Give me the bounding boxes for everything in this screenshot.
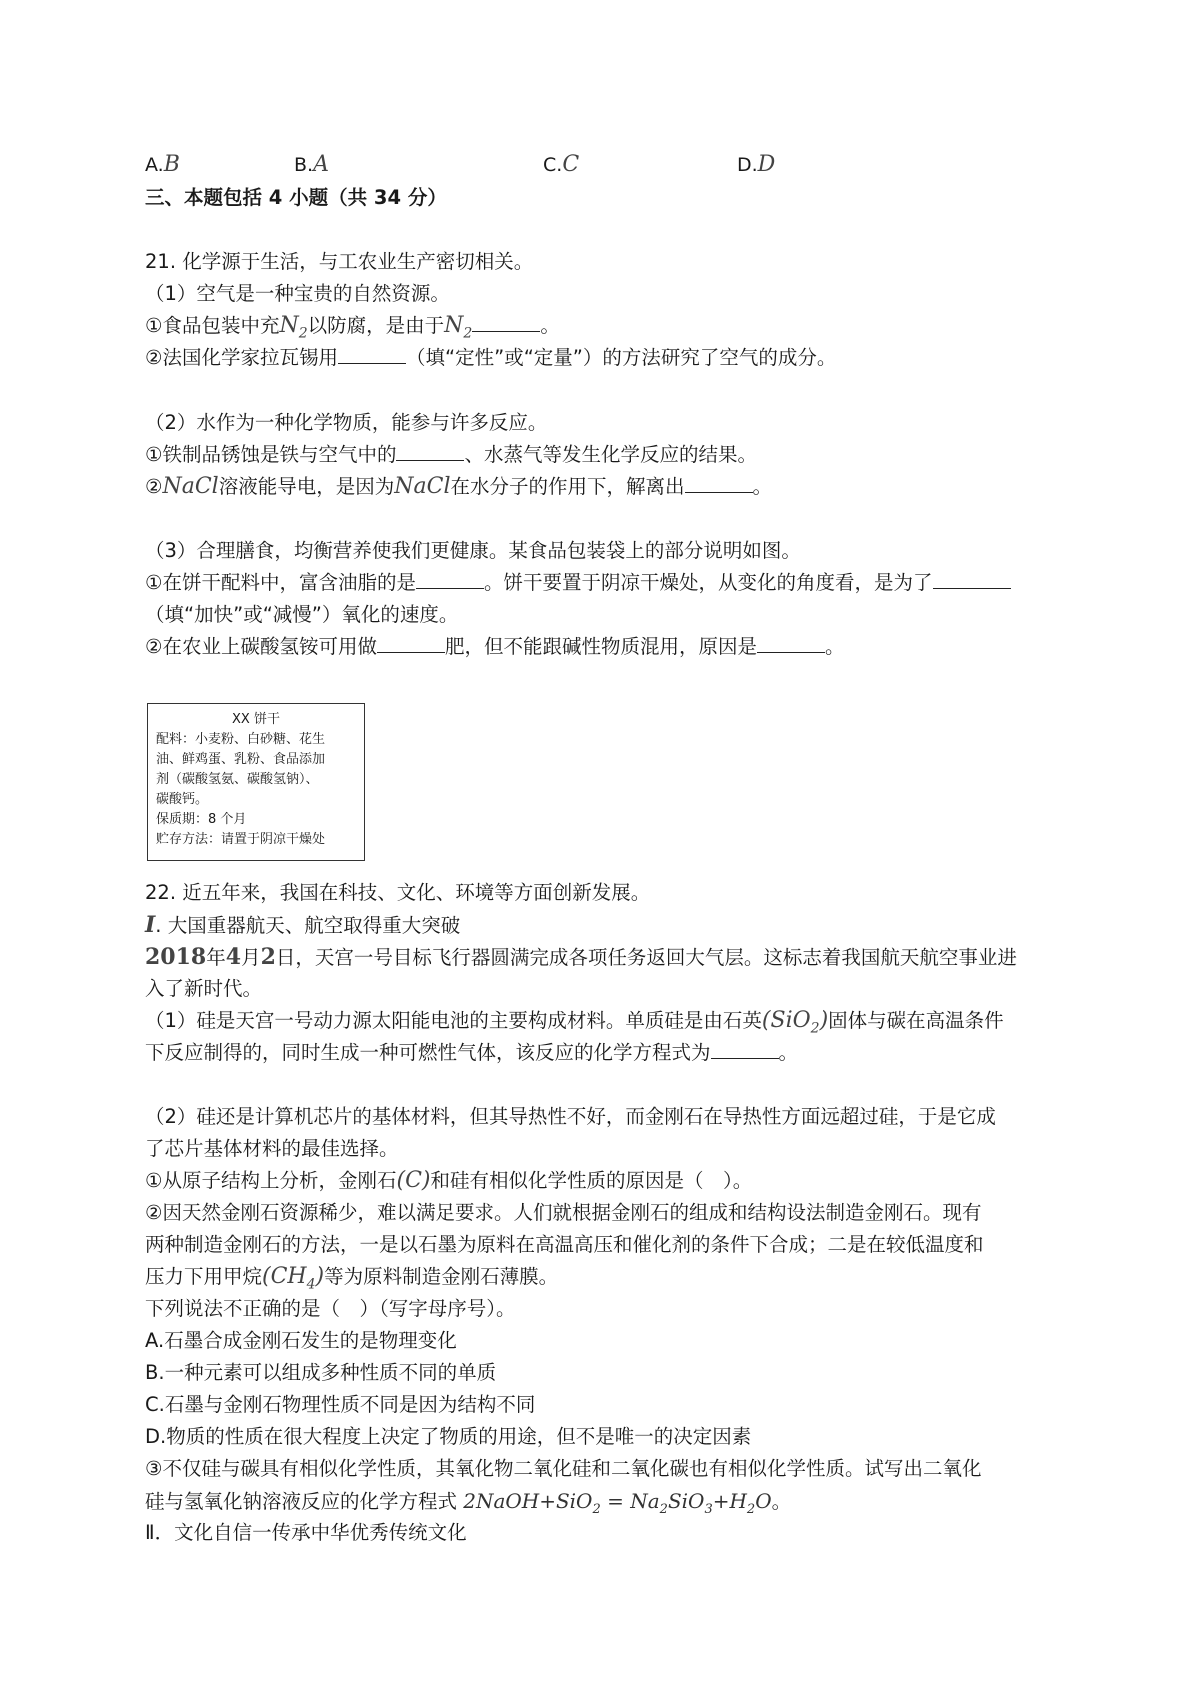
nacl-formula: NaCl [162, 474, 219, 499]
q21-part3-a: ①在饼干配料中，富含油脂的是 。饼干要置于阴凉干燥处，从变化的角度看，是为了 [145, 570, 1011, 596]
option-b: B.A [294, 152, 329, 177]
answer-blank[interactable] [685, 476, 753, 493]
q21-part2-b: ②NaCl溶液能导电，是因为NaCl在水分子的作用下，解离出 。 [145, 474, 773, 499]
option-a: A.B [145, 152, 180, 177]
label-line: 油、鲜鸡蛋、乳粉、食品添加 [156, 752, 326, 767]
q22-part2-line1: （2）硅还是计算机芯片的基体材料，但其导热性不好，而金刚石在导热性方面远超过硅，于是它成 [145, 1105, 996, 1128]
q22-part2-a: ①从原子结构上分析，金刚石(C)和硅有相似化学性质的原因是（ ）。 [145, 1168, 753, 1193]
choice-d: D.物质的性质在很大程度上决定了物质的用途，但不是唯一的决定因素 [145, 1425, 752, 1448]
answer-blank[interactable] [338, 347, 406, 364]
label-line: 配料：小麦粉、白砂糖、花生 [156, 732, 326, 747]
ch4-formula: $(CH_4)$ [262, 1264, 325, 1293]
q22-part2-b-line2: 两种制造金刚石的方法，一是以石墨为原料在高温高压和催化剂的条件下合成；二是在较低温度和 [145, 1233, 984, 1256]
q22-date-line: 2018年4月2日，天宫一号目标飞行器圆满完成各项任务返回大气层。这标志着我国航天航空事业进 [145, 944, 1017, 970]
q22-part2-heading: Ⅱ．文化自信一传承中华优秀传统文化 [145, 1521, 467, 1544]
nacl-formula: NaCl [394, 474, 451, 499]
q21-part2-title: （2）水作为一种化学物质，能参与许多反应。 [145, 411, 548, 434]
answer-blank[interactable] [472, 315, 540, 332]
option-d: D.D [737, 152, 776, 177]
n2-formula: $N_2$ [279, 313, 308, 342]
q21-part2-a: ①铁制品锈蚀是铁与空气中的 、水蒸气等发生化学反应的结果。 [145, 443, 757, 466]
q22-part1-heading: I. 大国重器航天、航空取得重大突破 [145, 912, 461, 938]
carbon-formula: (C) [396, 1168, 431, 1193]
option-c: C.C [543, 152, 580, 177]
answer-blank[interactable] [711, 1042, 779, 1059]
q22-stem: 22. 近五年来，我国在科技、文化、环境等方面创新发展。 [145, 881, 651, 904]
q22-part2-b-line1: ②因天然金刚石资源稀少，难以满足要求。人们就根据金刚石的组成和结构设法制造金刚石。现有 [145, 1201, 982, 1224]
answer-blank[interactable] [933, 572, 1011, 589]
q22-date-line2: 入了新时代。 [145, 977, 263, 1000]
q21-part1-b: ②法国化学家拉瓦锡用 （填“定性”或“定量”）的方法研究了空气的成分。 [145, 346, 837, 369]
label-line: 保质期：8 个月 [156, 812, 247, 827]
chemical-equation: 2NaOH+SiO$_2$ = $Na_2SiO_3+H_2O$ [463, 1489, 772, 1517]
q21-part1-title: （1）空气是一种宝贵的自然资源。 [145, 282, 450, 305]
sio2-formula: (SiO$_2$) [761, 1008, 829, 1037]
answer-blank[interactable] [416, 572, 484, 589]
q21-part3-title: （3）合理膳食，均衡营养使我们更健康。某食品包装袋上的部分说明如图。 [145, 539, 801, 562]
choice-c: C.石墨与金刚石物理性质不同是因为结构不同 [145, 1393, 536, 1416]
choice-b: B.一种元素可以组成多种性质不同的单质 [145, 1361, 497, 1384]
q22-part1-q1-line2: 下反应制得的，同时生成一种可燃性气体，该反应的化学方程式为 。 [145, 1041, 799, 1064]
n2-formula: $N_2$ [444, 313, 473, 342]
label-line: 剂（碳酸氢氨、碳酸氢钠）、 [156, 772, 319, 787]
q21-part3-a-line2: （填“加快”或“减慢”）氧化的速度。 [145, 603, 459, 626]
answer-blank[interactable] [377, 636, 445, 653]
q22-part2-c-line1: ③不仅硅与碳具有相似化学性质，其氧化物二氧化硅和二氧化碳也有相似化学性质。试写出二氧化 [145, 1457, 982, 1480]
section-title: 三、本题包括 4 小题（共 34 分） [145, 186, 447, 209]
q21-stem: 21. 化学源于生活，与工农业生产密切相关。 [145, 250, 534, 273]
q22-part1-q1: （1）硅是天宫一号动力源太阳能电池的主要构成材料。单质硅是由石英(SiO$_2$)固体与碳在高温条件 [145, 1008, 1004, 1037]
q22-part2-line2: 了芯片基体材料的最佳选择。 [145, 1137, 399, 1160]
answer-blank[interactable] [757, 636, 825, 653]
q21-part1-a: ①食品包装中充$N_2$以防腐，是由于$N_2$ 。 [145, 313, 560, 342]
q22-part2-c-line2: 硅与氢氧化钠溶液反应的化学方程式 2NaOH+SiO$_2$ = $Na_2SiO_3+H_2O$。 [145, 1489, 792, 1517]
q21-part3-b: ②在农业上碳酸氢铵可用做 肥，但不能跟碱性物质混用，原因是 。 [145, 635, 845, 658]
label-title: XX 饼干 [232, 712, 280, 727]
label-line: 碳酸钙。 [156, 792, 209, 807]
choice-a: A.石墨合成金刚石发生的是物理变化 [145, 1329, 457, 1352]
answer-blank[interactable] [396, 444, 464, 461]
label-line: 贮存方法：请置于阴凉干燥处 [156, 832, 326, 847]
q22-question: 下列说法不正确的是（ ）（写字母序号）。 [145, 1297, 516, 1320]
food-label-figure [147, 703, 365, 861]
q22-part2-b-line3: 压力下用甲烷$(CH_4)$等为原料制造金刚石薄膜。 [145, 1264, 559, 1293]
